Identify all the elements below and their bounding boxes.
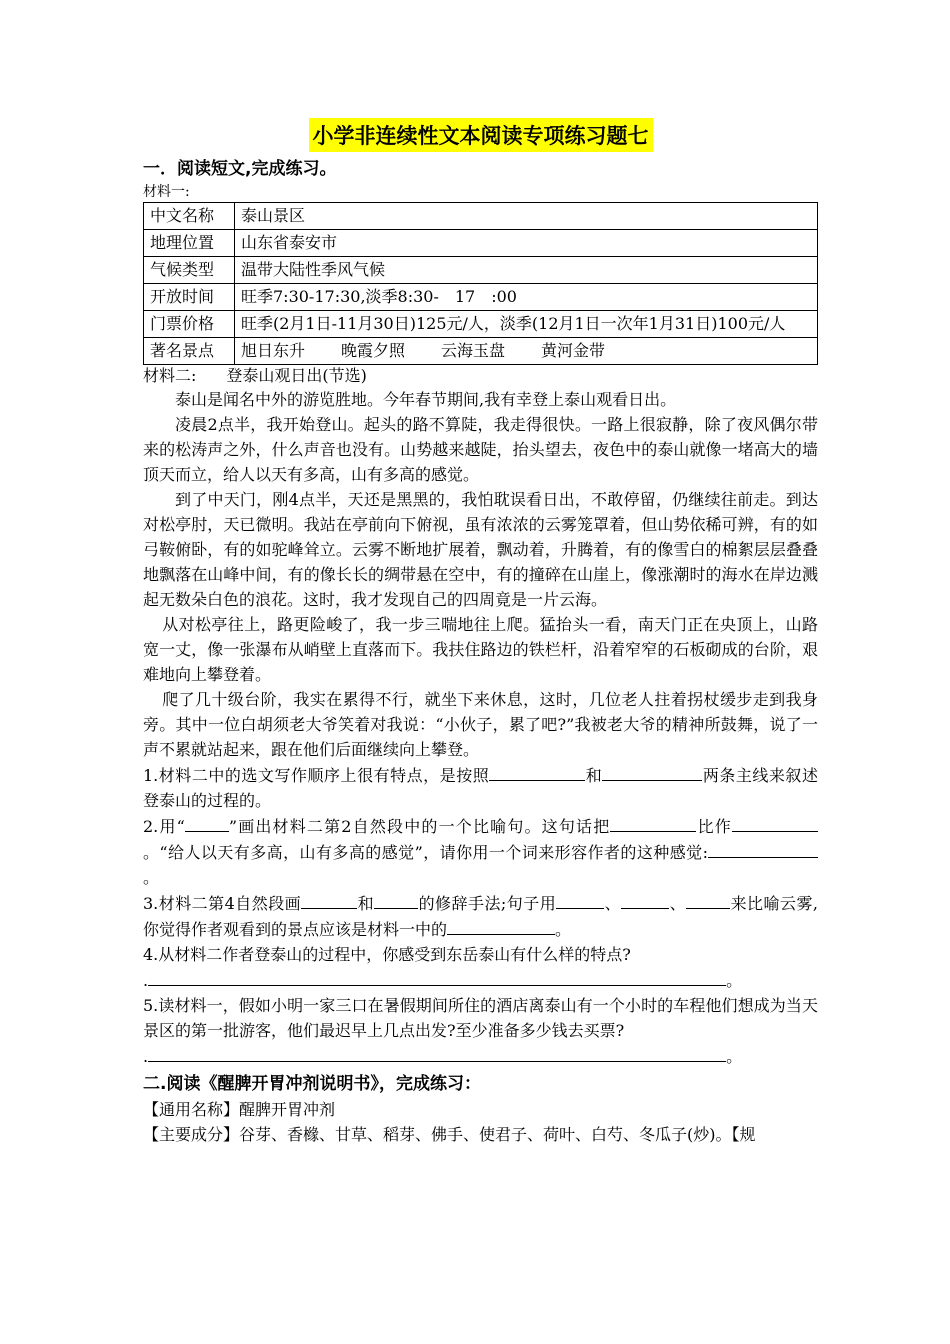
answer-end: 。 [726, 1047, 743, 1066]
table-key: 气候类型 [144, 257, 235, 284]
scenic-info-table [143, 202, 818, 365]
paragraph: 凌晨2点半，我开始登山。起头的路不算陡，我走得很快。一路上很寂静，除了夜风偶尔带来的松涛声之外，什么声音也没有。山势越来越陡，抬头望去，夜色中的泰山就像一堵高大的墙顶天而立，给人以天有多高，山有多高的感觉。 [143, 415, 818, 484]
q3-text: 、 [669, 894, 687, 913]
q3-text: 的修辞手法;句子用 [418, 894, 557, 913]
table-key: 开放时间 [144, 284, 235, 311]
q2-text: ”画出材料二第2自然段中的一个比喻句。这句话把 [228, 817, 611, 836]
table-row [144, 284, 818, 311]
answer-blank[interactable] [708, 839, 818, 858]
table-value: 山东省泰安市 [235, 230, 818, 257]
section1-heading: 一．阅读短文,完成练习。 [143, 159, 337, 179]
answer-blank[interactable] [148, 1043, 726, 1062]
question-5: 5.读材料一，假如小明一家三口在暑假期间所住的酒店离泰山有一个小时的车程他们想成为当天景区的第一批游客，他们最迟早上几点出发?至少准备多少钱去买票? [143, 996, 818, 1040]
table-key: 门票价格 [144, 311, 235, 338]
table-row [144, 257, 818, 284]
table-row [144, 338, 818, 365]
q3-text: 和 [357, 894, 375, 913]
answer-blank[interactable] [732, 813, 818, 832]
answer-blank[interactable] [148, 967, 726, 986]
material2-title: 登泰山观日出(节选) [226, 366, 367, 385]
table-value [235, 338, 818, 365]
q2-text: 。 [143, 868, 160, 887]
answer-line-5 [143, 1043, 818, 1069]
question-1 [143, 762, 818, 813]
q3-text: 。 [555, 920, 572, 939]
q1-text: 和 [585, 766, 603, 785]
page-title: 小学非连续性文本阅读专项练习题七 [309, 118, 653, 152]
section2-heading: 二.阅读《醒脾开胃冲剂说明书》，完成练习： [143, 1074, 481, 1094]
table-value: 旺季(2月1日-11月30日)125元/人，淡季(12月1日一次年1月31日)100元/人 [235, 311, 818, 338]
answer-blank[interactable] [602, 762, 702, 781]
answer-line-4 [143, 967, 818, 993]
instruction-line: 【主要成分】谷芽、香橼、甘草、稻芽、佛手、使君子、荷叶、白芍、冬瓜子(炒)。【规 [143, 1125, 756, 1144]
answer-lead: . [143, 971, 149, 990]
q2-text: 。“给人以天有多高，山有多高的感觉”，请你用一个词来形容作者的这种感觉: [143, 843, 708, 862]
instruction-line: 【通用名称】醒脾开胃冲剂 [143, 1100, 336, 1119]
q2-text: 2.用“ [143, 817, 185, 836]
question-2 [143, 813, 818, 890]
table-value: 温带大陆性季风气候 [235, 257, 818, 284]
paragraph: 泰山是闻名中外的游览胜地。今年春节期间,我有幸登上泰山观看日出。 [175, 390, 677, 409]
answer-blank[interactable] [185, 813, 229, 832]
answer-blank[interactable] [610, 813, 696, 832]
table-key: 著名景点 [144, 338, 235, 365]
spot-item: 黄河金带 [541, 341, 606, 360]
material1-label: 材料一: [143, 184, 190, 200]
q3-text: 、 [604, 894, 622, 913]
answer-blank[interactable] [374, 890, 418, 909]
q1-text: 两条主线来叙述登泰山的过程的。 [143, 766, 818, 810]
paragraph: 到了中天门，刚4点半，天还是黑黑的，我怕耽误看日出，不敢停留，仍继续往前走。到达对松亭肘，天已微明。我站在亭前向下俯视，虽有浓浓的云雾笼罩着，但山势依稀可辨，有的如弓鞍俯卧，有的如驼峰耸立。云雾不断地扩展着，飘动着，升腾着，有的像雪白的棉絮层层叠叠地飘落在山峰中间，有的像长长的绸带悬在空中，有的撞碎在山崖上，像涨潮时的海水在岸边溅起无数朵白色的浪花。这时，我才发现自己的四周竟是一片云海。 [143, 490, 818, 609]
answer-blank[interactable] [301, 890, 357, 909]
q2-text: 比作 [696, 817, 732, 836]
q3-text: 来比喻云雾,你觉得作者观看到的景点应该是材料一中的 [143, 894, 818, 939]
spot-item: 旭日东升 [241, 341, 306, 360]
question-4: 4.从材料二作者登泰山的过程中，你感受到东岳泰山有什么样的特点? [143, 945, 631, 964]
paragraph: 从对松亭往上，路更险峻了，我一步三喘地往上爬。猛抬头一看，南天门正在央顶上，山路宽一丈，像一张瀑布从峭壁上直落而下。我扶住路边的铁栏杆，沿着窄窄的石板砌成的台阶，艰难地向上攀登着。 [143, 615, 818, 684]
answer-blank[interactable] [489, 762, 585, 781]
answer-blank[interactable] [447, 916, 555, 935]
worksheet-page [143, 118, 818, 1147]
paragraph: 爬了几十级台阶，我实在累得不行，就坐下来休息，这时，几位老人拄着拐杖缓步走到我身旁。其中一位白胡须老大爷笑着对我说：“小伙子，累了吧?”我被老大爷的精神所鼓舞，说了一声不累就站起来，跟在他们后面继续向上攀登。 [143, 690, 818, 759]
answer-blank[interactable] [686, 890, 730, 909]
table-row [144, 203, 818, 230]
table-value: 泰山景区 [235, 203, 818, 230]
table-key: 地理位置 [144, 230, 235, 257]
spot-item: 晚霞夕照 [341, 341, 406, 360]
table-row [144, 311, 818, 338]
q3-text: 3.材料二第4自然段画 [143, 894, 302, 913]
answer-lead: . [143, 1047, 149, 1066]
table-value: 旺季7:30-17:30,淡季8:30- 17 :00 [235, 284, 818, 311]
material2-label: 材料二: [143, 366, 197, 385]
q1-text: 1.材料二中的选文写作顺序上很有特点，是按照 [143, 766, 490, 785]
table-row [144, 230, 818, 257]
answer-blank[interactable] [556, 890, 604, 909]
title-wrap [143, 118, 818, 152]
answer-end: 。 [726, 971, 743, 990]
answer-blank[interactable] [621, 890, 669, 909]
material2-header [143, 365, 818, 387]
spot-item: 云海玉盘 [441, 341, 506, 360]
table-key: 中文名称 [144, 203, 235, 230]
question-3 [143, 890, 818, 942]
